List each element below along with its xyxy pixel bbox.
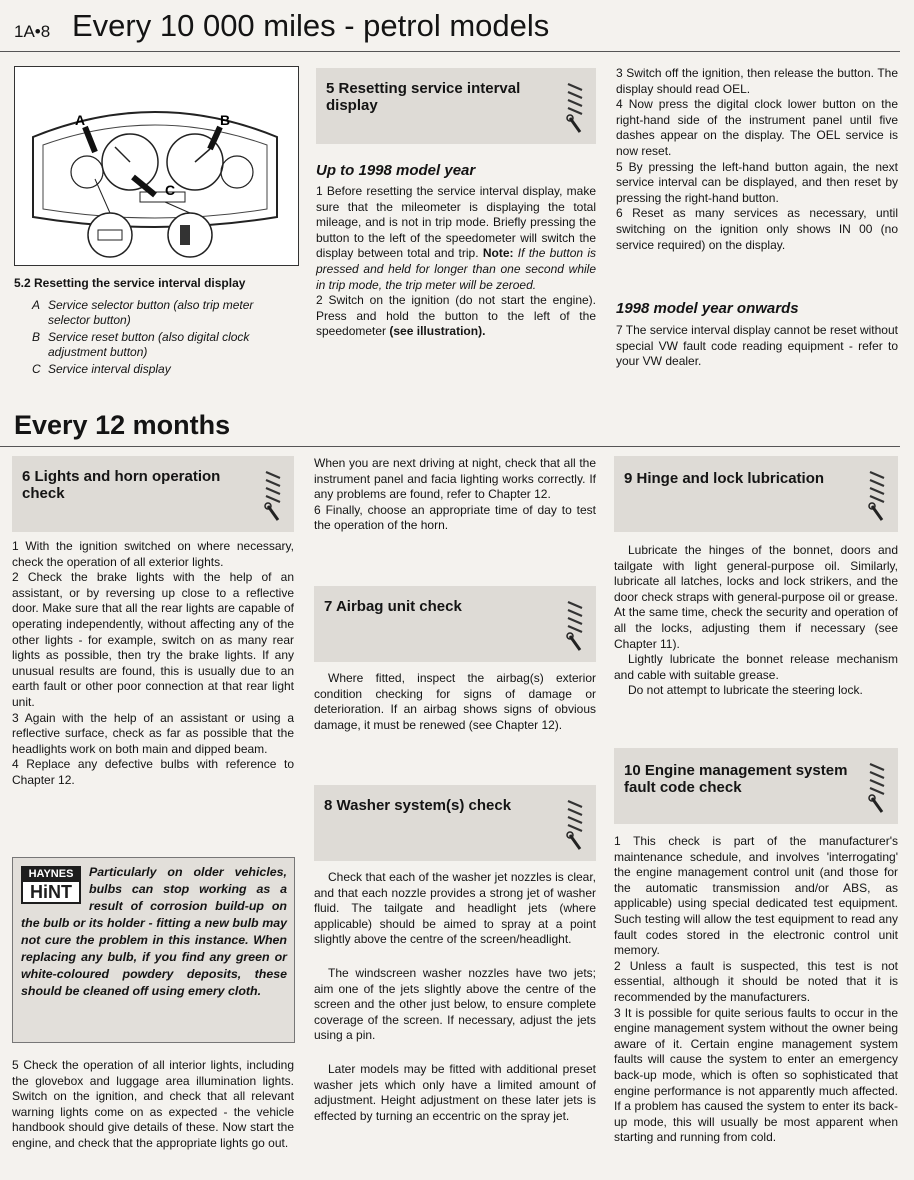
- legend-text: Service interval display: [48, 362, 171, 376]
- section-6-title: 6 Lights and horn operation check: [22, 468, 221, 502]
- legend-item-a: [32, 298, 292, 328]
- hint-text: [21, 864, 287, 1000]
- paragraph: Lubricate the hinges of the bonnet, doors and tailgate with light general-purpose oil. Similarly, lubricate all latches, locks and lock strikers, and the door check straps with general-purpose oil or grease. At the same time, check the security and operation of all the locks, adjusting them if necessary (see Chapter 11).: [614, 543, 898, 651]
- note-text: If the button is pressed and held for longer than one second while in trip mode, the trip meter will be zeroed.: [316, 246, 596, 292]
- header-rule: [0, 51, 900, 52]
- hint-body: Particularly on older vehicles, bulbs can stop working as a result of corrosion build-up on the bulb or its holder - fitting a new bulb may not cure the problem in this instance. When replacing any bulb, if you find any green or white-coloured powdery deposits, these should be cleaned off using emery cloth.: [21, 865, 287, 998]
- section-5-body-cont: [616, 66, 898, 253]
- paragraph-text: 1 Before resetting the service interval display, make sure that the mileometer is displaying the total mileage, and is not in trip mode. Briefly pressing the button to the left of the speedometer will switch the display between total and trip.: [316, 184, 596, 261]
- section-10-title: 10 Engine management system fault code check: [624, 762, 848, 796]
- paragraph: Later models may be fitted with additional preset washer jets which only have a limited amount of adjustment. Height adjustment on these later jets is effected by turning an eccentric on the spray jet.: [314, 1061, 596, 1123]
- instrument-panel-illustration: [15, 67, 298, 265]
- callout-c: C: [165, 182, 176, 198]
- legend-key: C: [32, 362, 41, 376]
- section-8-body: [314, 870, 596, 1124]
- paragraph: Check that each of the washer jet nozzles is clear, and that each nozzle provides a strong jet of washer fluid. The tailgate and headlight jets (where applicable) should be aimed to spray at a point slightly above the centre of the screen/headlight.: [314, 870, 596, 947]
- paragraph: 4 Replace any defective bulbs with reference to Chapter 12.: [12, 757, 294, 787]
- section-7-body: [314, 671, 596, 733]
- haynes-hint-logo: [21, 866, 81, 906]
- legend-item-c: [32, 362, 292, 377]
- section-7-header: [314, 586, 596, 662]
- figure-caption: 5.2 Resetting the service interval display: [14, 276, 246, 290]
- section-6-body-cont: [314, 456, 596, 534]
- paragraph: The windscreen washer nozzles have two jets; aim one of the jets slightly above the centre of the screen and the other just below, to ensure complete coverage of the screen. If necessary, adjust the jets using a pin.: [314, 965, 596, 1043]
- wrench-icon: [564, 795, 586, 851]
- section-7-title: 7 Airbag unit check: [324, 598, 462, 615]
- paragraph: 3 Again with the help of an assistant or using a reflective surface, check as far as possible that the headlights work on both main and dipped beam.: [12, 710, 294, 756]
- section-6-body: [12, 539, 294, 789]
- paragraph: Lightly lubricate the bonnet release mechanism and cable with suitable grease.: [614, 652, 898, 682]
- wrench-icon: [866, 758, 888, 814]
- paragraph: 4 Now press the digital clock lower button on the right-hand side of the instrument panel until five dashes appear on the display. The OEL service is now reset.: [616, 97, 898, 158]
- legend-text: Service reset button (also digital clock adjustment button): [48, 330, 250, 359]
- paragraph: [316, 184, 596, 293]
- paragraph: 6 Finally, choose an appropriate time of day to test the operation of the horn.: [314, 502, 596, 533]
- callout-b: B: [220, 112, 231, 128]
- paragraph: Where fitted, inspect the airbag(s) exterior condition checking for signs of damage or deterioration. If an airbag shows signs of obvious damage, it must be renewed (see Chapter 12).: [314, 671, 596, 732]
- wrench-icon: [564, 596, 586, 652]
- paragraph: 1 With the ignition switched on where necessary, check the operation of all exterior lights.: [12, 539, 294, 569]
- paragraph: 3 It is possible for quite serious faults to occur in the engine management system without the owner being aware of it. Certain engine management system faults will cause the system to enter an emergency back-up mode, which is often so sophisticated that engine performance is not apparently much affected. If a problem has caused the system to enter its back-up mode, this will usually be most apparent when starting and running from cold.: [614, 1005, 898, 1145]
- section-6-header: [12, 456, 294, 532]
- subheading-1998-onwards: 1998 model year onwards: [616, 300, 799, 317]
- paragraph: 7 The service interval display cannot be reset without special VW fault code reading equipment - refer to your VW dealer.: [616, 323, 898, 369]
- section-5-body: [316, 184, 596, 340]
- instrument-panel-figure: [14, 66, 299, 266]
- section-heading-12-months: Every 12 months: [14, 410, 231, 440]
- callout-a: A: [75, 112, 86, 128]
- legend-key: B: [32, 330, 41, 344]
- wrench-icon: [564, 78, 586, 134]
- section-10-body: [614, 834, 898, 1146]
- paragraph: [316, 293, 596, 340]
- subheading-up-to-1998: Up to 1998 model year: [316, 162, 476, 179]
- legend-text: Service selector button (also trip meter selector button): [48, 298, 254, 327]
- note-label: Note:: [482, 246, 514, 261]
- paragraph: When you are next driving at night, check that all the instrument panel and facia lighting works correctly. If any problems are found, refer to Chapter 12.: [314, 456, 596, 502]
- legend-key: A: [32, 298, 41, 312]
- wrench-icon: [262, 466, 284, 522]
- section-9-title: 9 Hinge and lock lubrication: [624, 470, 825, 487]
- section-9-header: [614, 456, 898, 532]
- section-6-p5: [12, 1058, 294, 1152]
- section-8-title: 8 Washer system(s) check: [324, 797, 512, 814]
- paragraph: Do not attempt to lubricate the steering lock.: [628, 683, 863, 698]
- paragraph: 6 Reset as many services as necessary, until switching on the ignition only shows IN 00 (no service required) on the display.: [616, 206, 898, 252]
- paragraph: 5 Check the operation of all interior lights, including the glovebox and luggage area illumination lights. Switch on the ignition, and check that all relevant warning lights come on as expected - the vehicle handbook should give details of these. Now start the engine, and check that the appropriate lights go out.: [12, 1058, 294, 1150]
- paragraph: 2 Check the brake lights with the help of an assistant, or by reversing up close to a reflective door. Make sure that all the rear lights are capable of operating independently, without affecting any of the other lights - for example, switch on as many rear lights as possible, then try the brake lights. If any unusual results are found, this is usually due to an earth fault or other poor connection at that rear light unit.: [12, 570, 294, 709]
- hint-logo-top: HAYNES: [21, 866, 81, 882]
- section-5-title: 5 Resetting service interval display: [326, 80, 521, 114]
- illustration-ref: (see illustration).: [386, 324, 486, 339]
- section-rule: [0, 446, 900, 447]
- figure-legend: [32, 298, 292, 377]
- section-10-header: [614, 748, 898, 824]
- section-5-p7: [616, 323, 898, 370]
- hint-logo-bottom: HiNT: [21, 882, 81, 904]
- paragraph: 2 Unless a fault is suspected, this test is not essential, although it should be noted that it is recommended by the manufacturers.: [614, 958, 898, 1004]
- page-title: Every 10 000 miles - petrol models: [72, 8, 550, 43]
- paragraph: 5 By pressing the left-hand button again, the next service interval can be displayed, and then reset by pressing the right-hand button.: [616, 159, 898, 205]
- page-number: 1A•8: [14, 22, 51, 41]
- wrench-icon: [866, 466, 888, 522]
- paragraph-text: 2 Switch on the ignition (do not start the engine). Press and hold the button to the left of the speedometer: [316, 293, 596, 339]
- section-8-header: [314, 785, 596, 861]
- section-9-body: [614, 543, 898, 699]
- section-5-header: [316, 68, 596, 144]
- haynes-hint-box: [12, 857, 295, 1043]
- paragraph: 3 Switch off the ignition, then release the button. The display should read OEL.: [616, 66, 898, 96]
- paragraph: 1 This check is part of the manufacturer's maintenance schedule, and involves 'interrogating' the engine management control unit (and those for the automatic transmission and/or ABS, as applicable) using special dedicated test equipment. Such testing will allow the test equipment to read any fault codes stored in the electronic control unit memory.: [614, 834, 898, 958]
- legend-item-b: [32, 330, 292, 360]
